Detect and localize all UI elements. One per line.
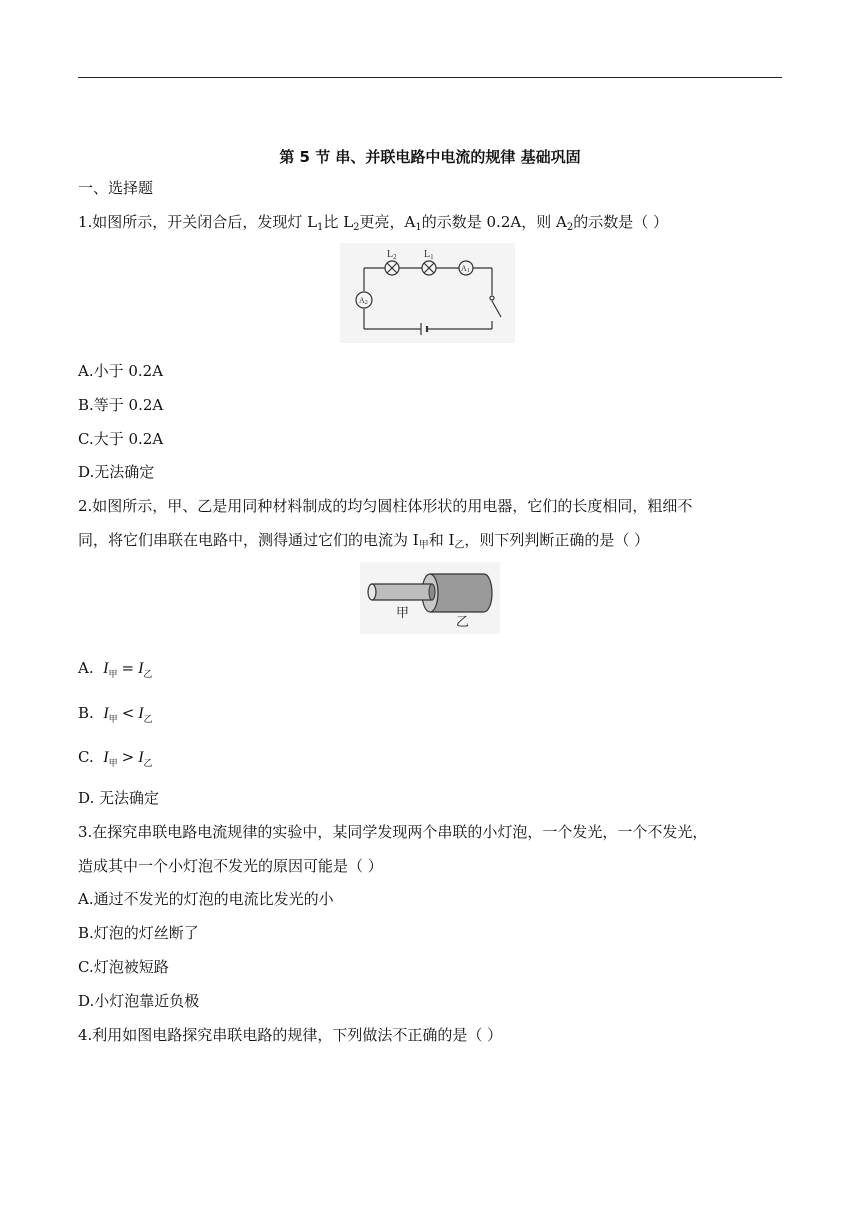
question-4-line-1: 4.利用如图电路探究串联电路的规律，下列做法不正确的是（ ） bbox=[78, 1026, 503, 1044]
q2-option-d: D. 无法确定 bbox=[78, 789, 160, 807]
q3-option-c: C.灯泡被短路 bbox=[78, 958, 169, 976]
question-3-line-2: 造成其中一个小灯泡不发光的原因可能是（ ） bbox=[78, 857, 383, 875]
q2-option-b: B. $I_甲 < I_乙$ bbox=[78, 704, 153, 725]
header-rule bbox=[78, 77, 782, 78]
q2-option-a: A. $I_甲 = I_乙$ bbox=[78, 659, 153, 680]
page-title: 第 5 节 串、并联电路中电流的规律 基础巩固 bbox=[279, 148, 581, 166]
q1-option-b: B.等于 0.2A bbox=[78, 396, 164, 414]
q1-option-c: C.大于 0.2A bbox=[78, 430, 164, 448]
question-1-text: 1.如图所示，开关闭合后，发现灯 $L_1$比 $L_2$更亮，$A_1$的示数是 0.2A，则 $A_2$的示数是（ ） bbox=[78, 213, 668, 233]
circuit-diagram-q1 bbox=[340, 243, 515, 343]
cylinders-diagram-q2 bbox=[360, 562, 500, 634]
q2-option-c: C. $I_甲 > I_乙$ bbox=[78, 748, 153, 769]
q3-option-a: A.通过不发光的灯泡的电流比发光的小 bbox=[78, 890, 334, 908]
q3-option-b: B.灯泡的灯丝断了 bbox=[78, 924, 199, 942]
q1-option-d: D.无法确定 bbox=[78, 463, 155, 481]
q3-option-d: D.小灯泡靠近负极 bbox=[78, 992, 200, 1010]
label-jia: 甲 bbox=[396, 606, 410, 621]
question-2-line-1: 2.如图所示，甲、乙是用同种材料制成的均匀圆柱体形状的用电器，它们的长度相同，粗细不 bbox=[78, 497, 693, 515]
question-2-line-2: 同，将它们串联在电路中，测得通过它们的电流为 $I_甲$和 $I_乙$，则下列判断正确的是（ ） bbox=[78, 531, 650, 551]
section-heading: 一、选择题 bbox=[78, 179, 154, 197]
question-3-line-1: 3.在探究串联电路电流规律的实验中，某同学发现两个串联的小灯泡，一个发光，一个不发光， bbox=[78, 823, 708, 841]
lamp-l1-label: $L_1$ bbox=[424, 249, 434, 261]
lamp-l2-label: $L_2$ bbox=[387, 249, 397, 261]
ammeter-a2-label: A2 bbox=[359, 296, 368, 306]
label-yi: 乙 bbox=[456, 615, 470, 630]
ammeter-a1-label: A1 bbox=[461, 264, 470, 274]
q1-option-a: A.小于 0.2A bbox=[78, 362, 164, 380]
